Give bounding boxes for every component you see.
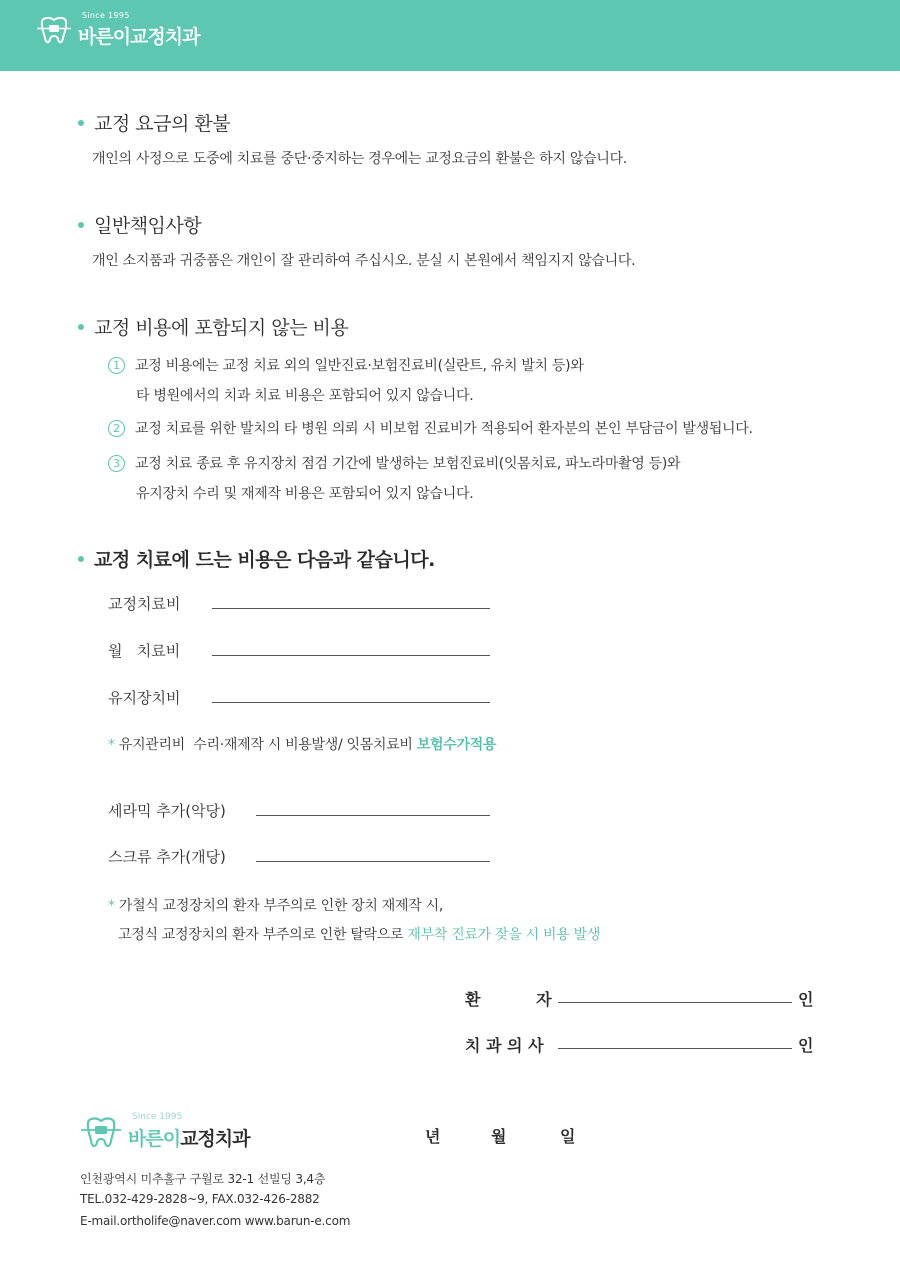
brand-name: 바른이교정치과 (128, 1128, 250, 1150)
footer-phone: TEL.032-429-2828~9, FAX.032-426-2882 (80, 1192, 320, 1206)
liability-body: 개인 소지품과 귀중품은 개인이 잘 관리하여 주십시오. 분실 시 본원에서 책임지지 않습니다. (92, 253, 636, 269)
excluded-item-3 (108, 449, 680, 509)
footer-address: 인천광역시 미추홀구 구월로 32-1 선빌딩 3,4층 (80, 1172, 326, 1186)
seal-mark: 인 (798, 990, 814, 1009)
fee-label-monthly: 월 치료비 (108, 642, 181, 660)
fee-blank-line[interactable] (212, 655, 490, 656)
since-label: Since 1995 (82, 11, 130, 20)
doctor-sign-line[interactable] (558, 1048, 792, 1049)
bullet-dot (78, 222, 84, 228)
refund-section (78, 109, 627, 168)
item-line: 교정 비용에는 교정 치료 외의 일반진료·보험진료비(실란트, 유치 발치 등)와 (135, 358, 584, 374)
excluded-title: 교정 비용에 포함되지 않는 비용 (94, 317, 349, 339)
item-line: 교정 치료 종료 후 유지장치 점검 기간에 발생하는 보험진료비(잇몸치료, 파노라마촬영 등)와 (135, 456, 681, 472)
excluded-item-2 (108, 414, 753, 444)
brand-name: 바른이교정치과 (78, 26, 200, 48)
date-year: 년 (425, 1127, 441, 1146)
liability-section (78, 211, 635, 270)
bullet-dot (78, 120, 84, 126)
note-text: 가철식 교정장치의 환자 부주의로 인한 장치 재제작 시, (114, 898, 443, 914)
fee-blank-line[interactable] (212, 702, 490, 703)
fees-title: 교정 치료에 드는 비용은 다음과 같습니다. (94, 549, 435, 571)
refund-body: 개인의 사정으로 도중에 치료를 중단·중지하는 경우에는 교정요금의 환불은 하지 않습니다. (92, 151, 627, 167)
asterisk-mark: * (108, 737, 115, 753)
tooth-logo-icon (80, 1116, 122, 1150)
note-text: 유지관리비 수리·재제작 시 비용발생/ 잇몸치료비 (114, 737, 417, 753)
excluded-item-1 (108, 351, 584, 411)
item-line: 교정 치료를 위한 발치의 타 병원 의뢰 시 비보험 진료비가 적용되어 환자분의 본인 부담금이 발생됩니다. (135, 421, 753, 437)
fee-note-1 (108, 734, 496, 754)
circled-number: 2 (108, 420, 125, 437)
header-logo (36, 12, 199, 49)
fee-blank-line[interactable] (212, 608, 490, 609)
fee-blank-line[interactable] (256, 861, 490, 862)
date-month: 월 (491, 1127, 507, 1146)
item-line: 유지장치 수리 및 재제작 비용은 포함되어 있지 않습니다. (136, 486, 474, 502)
item-line: 타 병원에서의 치과 치료 비용은 포함되어 있지 않습니다. (136, 388, 474, 404)
circled-number: 3 (108, 455, 125, 472)
since-label: Since 1995 (132, 1112, 183, 1122)
fee-label-retainer: 유지장치비 (108, 689, 181, 707)
footer-logo (80, 1114, 249, 1151)
circled-number: 1 (108, 357, 125, 374)
fee-blank-line[interactable] (256, 815, 490, 816)
fees-section (78, 545, 435, 572)
note-text: 고정식 교정장치의 환자 부주의로 인한 탈락으로 (118, 927, 408, 943)
asterisk-mark: * (108, 898, 115, 914)
bullet-dot (78, 556, 84, 562)
tooth-logo-icon (36, 16, 72, 46)
date-day: 일 (560, 1127, 576, 1146)
fee-label-orthodontic: 교정치료비 (108, 595, 181, 613)
patient-sign-label: 환 자 (465, 990, 552, 1009)
header-banner (0, 0, 900, 71)
note-highlight: 보험수가적용 (416, 737, 497, 753)
patient-sign-line[interactable] (558, 1002, 792, 1003)
bullet-dot (78, 324, 84, 330)
refund-title: 교정 요금의 환불 (94, 113, 231, 135)
footer-email[interactable]: E-mail.ortholife@naver.com www.barun-e.com (80, 1214, 351, 1228)
fee-label-screw: 스크류 추가(개당) (108, 848, 226, 866)
liability-title: 일반책임사항 (94, 215, 202, 237)
seal-mark: 인 (798, 1036, 814, 1055)
excluded-section (78, 313, 348, 340)
fee-label-ceramic: 세라믹 추가(악당) (108, 802, 226, 820)
fee-note-2 (108, 892, 600, 950)
note-highlight: 재부착 진료가 잦을 시 비용 발생 (407, 927, 601, 943)
doctor-sign-label: 치 과 의 사 (465, 1036, 544, 1055)
